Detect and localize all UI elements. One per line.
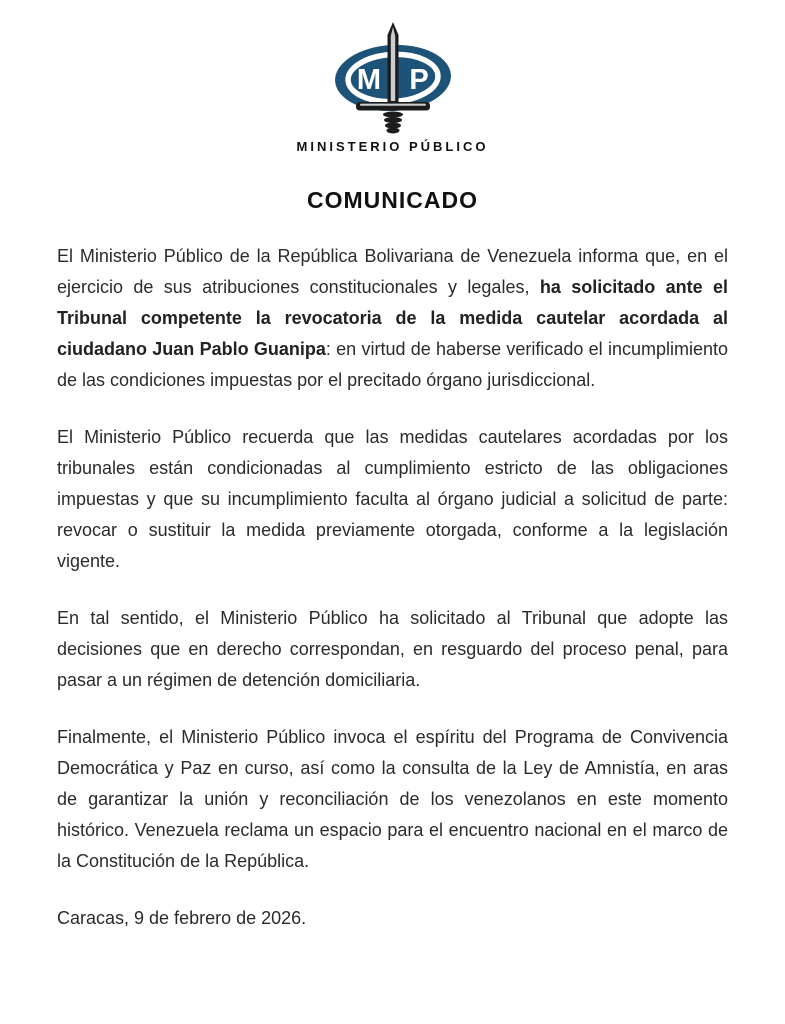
paragraph-1-tail: : en virtud de haberse verificado el incumplimiento de las condiciones impuestas por el precitado órgano jurisdiccional. [57,339,728,390]
paragraph-4: Finalmente, el Ministerio Público invoca el espíritu del Programa de Convivencia Democrática y Paz en curso, así como la consulta de la Ley de Amnistía, en aras de garantizar la unión y reconciliación de los venezolanos en este momento histórico. Venezuela reclama un espacio para el encuentro nacional en el marco de la Constitución de la República. [57,727,728,871]
paragraph-1-lead: El Ministerio Público de la República Bolivariana de Venezuela informa que, en el ejercicio de sus atribuciones constitucionales y legales, [57,246,728,297]
logo-letter-m: M [356,64,381,96]
paragraph-1 [57,241,728,396]
page-title: COMUNICADO [307,187,478,213]
document-body [0,241,785,934]
paragraph-3: En tal sentido, el Ministerio Público ha solicitado al Tribunal que adopte las decisiones que en derecho correspondan, en resguardo del proceso penal, para pasar a un régimen de detención domiciliaria. [57,608,728,690]
mp-seal-icon [305,20,481,136]
logo-block [0,0,785,154]
logo-letter-p: P [408,64,429,96]
logo-caption: MINISTERIO PÚBLICO [296,139,489,154]
paragraph-1-bold-segment: ha solicitado ante el Tribunal competente la revocatoria de la medida cautelar acordada al ciudadano Juan Pablo Guanipa [57,277,729,359]
dateline: Caracas, 9 de febrero de 2026. [57,908,307,928]
paragraph-2: El Ministerio Público recuerda que las medidas cautelares acordadas por los tribunales están condicionadas al cumplimiento estricto de las obligaciones impuestas y que su incumplimiento faculta al órgano judicial a solicitud de parte: revocar o sustituir la medida previamente otorgada, conforme a la legislación vigente. [57,427,728,571]
